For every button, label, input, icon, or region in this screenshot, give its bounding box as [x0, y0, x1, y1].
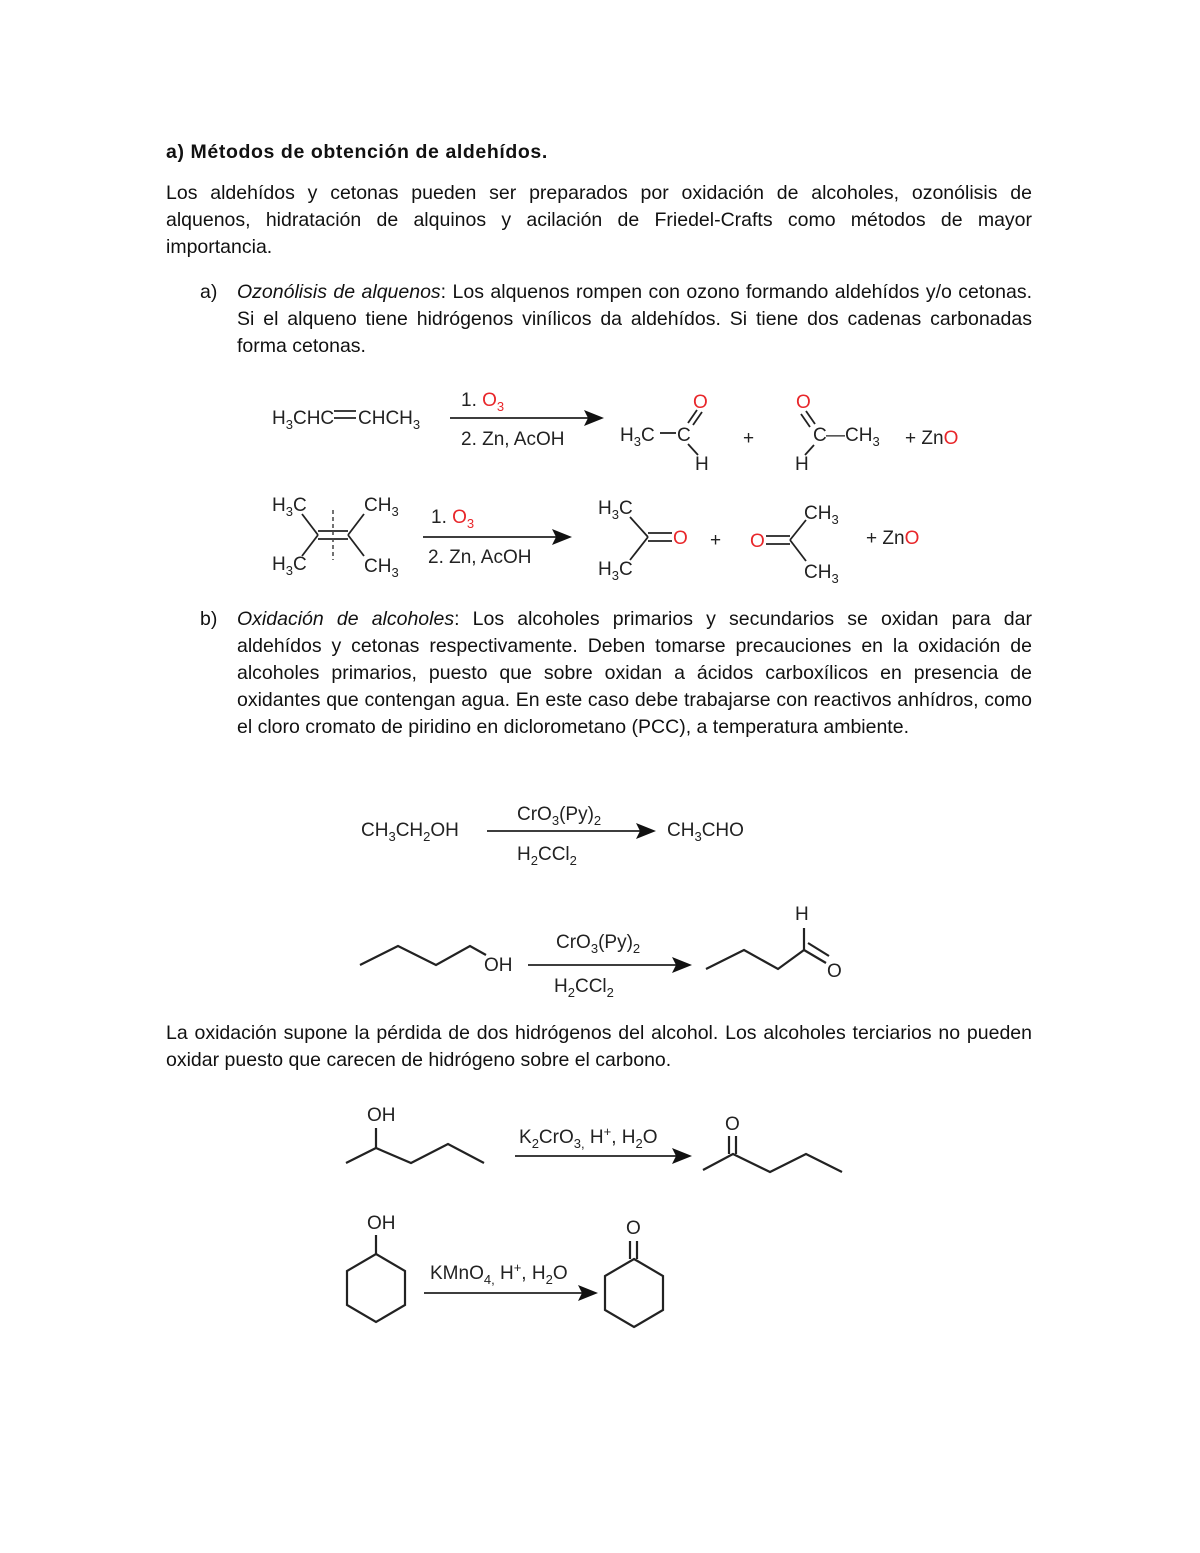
hydroxyl-label: OH: [367, 1213, 396, 1234]
methyl-label: $CH_3$: [364, 556, 399, 580]
zinc-oxide: + ZnO: [866, 528, 920, 549]
plus-sign: +: [710, 530, 722, 551]
oxygen-label: O: [626, 1218, 641, 1239]
methyl-label: $H_3C$: [598, 559, 633, 583]
oxygen-label: O: [796, 392, 811, 413]
methyl-label: $H_3C$: [598, 498, 633, 522]
single-bond: [348, 535, 364, 556]
reagent-pcc: $CrO_3(Py)_2$: [556, 932, 641, 956]
list-item-description: : Los alquenos rompen con ozono formando aldehídos y/o cetonas. Si el alqueno tiene hidrógenos vinílicos da aldehídos. Si tiene dos cadenas carbonadas forma cetonas.: [237, 281, 1032, 357]
reaction-ethanol-oxidation: [361, 804, 744, 868]
hydrogen-label: H: [695, 454, 709, 475]
carbon-label: C: [813, 425, 827, 446]
condition-1: 1. $O_3$: [461, 390, 505, 414]
plus-sign: +: [743, 428, 755, 449]
reaction-cyclohexanol-oxidation: [347, 1213, 663, 1327]
hydroxyl-label: OH: [484, 955, 513, 976]
cyclohexanol-ring: [347, 1254, 405, 1322]
single-bond: [630, 537, 648, 560]
solvent-dcm: $H_2CCl_2$: [517, 844, 577, 868]
methyl-label: $CH_3$: [804, 562, 839, 586]
oxygen-label: O: [673, 528, 688, 549]
methyl-label: $CH_3$: [364, 495, 399, 519]
methyl-label: $CH_3$: [804, 503, 839, 527]
product-acetaldehyde: $CH_3CHO$: [667, 820, 744, 844]
section-heading: a) Métodos de obtención de aldehídos.: [166, 141, 548, 163]
oxygen-label: O: [693, 392, 708, 413]
methyl-label: $H_3C$: [272, 554, 307, 578]
oxygen-label: O: [750, 531, 765, 552]
product-acetaldehyde: $H_3C$: [620, 425, 655, 449]
condition-1: 1. $O_3$: [431, 507, 475, 531]
hexanol-skeleton: [346, 1144, 484, 1163]
methyl-label: $H_3C$: [272, 495, 307, 519]
list-item-term: Oxidación de alcoholes: [237, 608, 455, 630]
solvent-dcm: $H_2CCl_2$: [554, 976, 614, 1000]
reactant-formula-right: $CHCH_3$: [358, 408, 421, 432]
cyclohexanone-ring: [605, 1259, 663, 1327]
closing-paragraph: La oxidación supone la pérdida de dos hidrógenos del alcohol. Los alcoholes terciarios no pueden oxidar puesto que carecen de hidrógeno sobre el carbono.: [166, 1022, 1032, 1071]
reactant-formula: $H_3CHC$: [272, 408, 335, 432]
condition-2: 2. Zn, AcOH: [461, 429, 565, 450]
reaction-ozonolysis-butene: [272, 390, 958, 475]
butanol-skeleton: [360, 946, 486, 965]
hydroxyl-label: OH: [367, 1105, 396, 1126]
oxygen-label: O: [827, 961, 842, 982]
list-item-term: Ozonólisis de alquenos: [237, 281, 441, 303]
reaction-butanol-oxidation: [360, 904, 842, 1000]
single-bond: [302, 535, 318, 556]
hydrogen-label: H: [795, 454, 809, 475]
carbon-label: C: [677, 425, 691, 446]
reactant-ethanol: $CH_3CH_2OH$: [361, 820, 459, 844]
butanal-skeleton: [706, 950, 804, 969]
reagent-pcc: $CrO_3(Py)_2$: [517, 804, 602, 828]
hydrogen-label: H: [795, 904, 809, 925]
list-item-description: : Los alcoholes primarios y secundarios se oxidan para dar aldehídos y cetonas respectivamente. Deben tomarse precauciones en la oxidación de alcoholes primarios, puesto que sobre oxidan a ácidos carboxílicos en presencia de oxidantes que contengan agua. En este caso debe trabajarse con reactivos anhídros, como el cloro cromato de piridino en diclorometano (PCC), a temperatura ambiente.: [237, 608, 1032, 738]
zinc-oxide: + ZnO: [905, 428, 959, 449]
single-bond: [302, 514, 318, 535]
reaction-ozonolysis-tetramethyl: [272, 495, 919, 586]
methyl-label: $—CH_3$: [826, 425, 880, 449]
intro-paragraph: Los aldehídos y cetonas pueden ser preparados por oxidación de alcoholes, ozonólisis de alquenos, hidratación de alquinos y acilación de Friedel-Crafts como métodos de mayor importancia.: [166, 182, 1032, 258]
list-marker: b): [200, 608, 218, 630]
single-bond: [630, 517, 648, 537]
condition-2: 2. Zn, AcOH: [428, 547, 532, 568]
reaction-hexanol-oxidation: [346, 1105, 842, 1172]
reagent-dichromate: $K_2CrO_{3,}$ H+, $H_2O$: [519, 1124, 658, 1151]
oxygen-label: O: [725, 1114, 740, 1135]
list-marker: a): [200, 281, 218, 303]
reagent-permanganate: KMnO$_{4,}$ H+, $H_2O$: [430, 1260, 568, 1287]
single-bond: [348, 514, 364, 535]
single-bond: [790, 540, 806, 561]
hexanone-skeleton: [703, 1154, 842, 1172]
